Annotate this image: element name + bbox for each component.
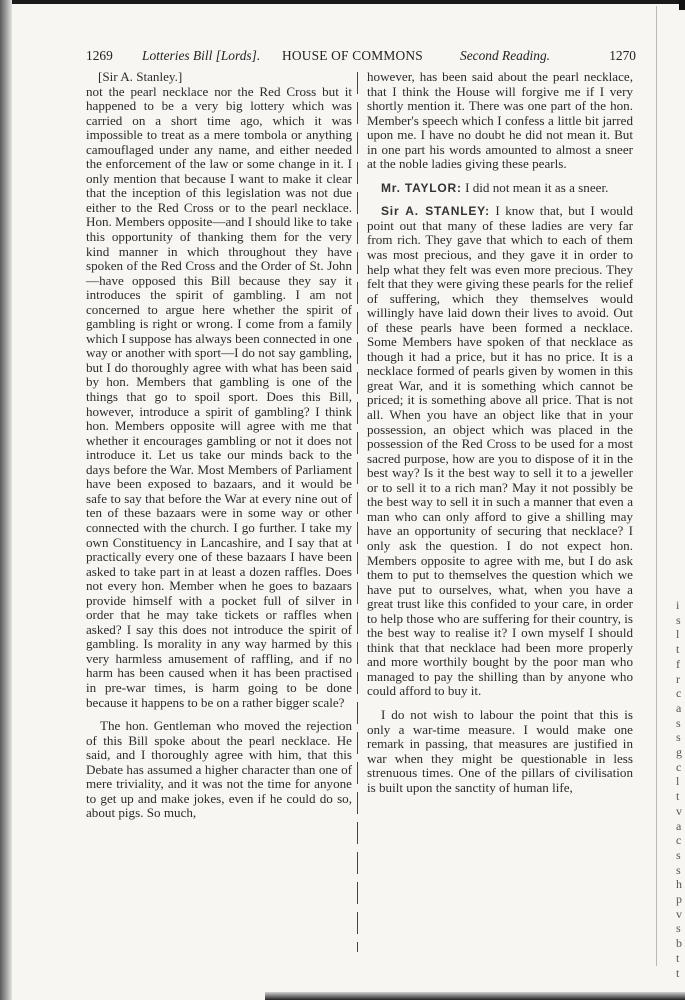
column-divider (357, 72, 358, 952)
section-title: Second Reading. (460, 48, 550, 63)
fragment-glyph: s (676, 730, 681, 745)
fragment-glyph: c (676, 759, 682, 774)
fragment-glyph: a (676, 818, 682, 833)
running-header (86, 48, 636, 64)
paragraph: however, has been said about the pearl necklace, that I think the House will forgive me if I very shortly mention it. There was one part of the hon. Member's speech which I confess a little bit jarred upon me. I have no doubt he did not mean it. But in one part his words amounted to almost a sneer at the noble ladies giving these pearls. (367, 69, 633, 172)
fragment-glyph: v (676, 803, 682, 818)
scan-bottom-edge (265, 992, 685, 1000)
fragment-glyph: g (676, 745, 682, 760)
speech-reply (367, 204, 633, 699)
fragment-glyph: p (676, 892, 682, 907)
fragment-glyph: h (676, 877, 682, 892)
fragment-glyph: c (676, 686, 682, 701)
paragraph: The hon. Gentleman who moved the rejection of this Bill spoke about the pearl necklace. He said, and I thoroughly agree with him, that this Debate has assumed a higher character than one of mere triviality, and it was not the time for anyone to get up and make jokes, even if he could do so, about pigs. So much, (86, 718, 352, 821)
fragment-glyph: b (676, 936, 682, 951)
book-binding-edge (0, 0, 12, 1000)
fragment-glyph: v (676, 906, 682, 921)
fragment-glyph: a (676, 700, 682, 715)
fragment-glyph: s (676, 921, 681, 936)
right-column (367, 70, 633, 801)
scan-top-edge (0, 0, 685, 4)
speech-interjection (367, 181, 633, 196)
fragment-glyph: t (676, 965, 680, 980)
scan-corner-shadow (679, 0, 685, 10)
fragment-glyph: t (676, 950, 680, 965)
paragraph: not the pearl necklace nor the Red Cross but it happened to be a very big lottery which was carried on a short time ago, which it was impossible to treat as a mere tombola or anything camouflaged under any name, and either needed the enforcement of the law or some change in it. I only mention that because I want to make it clear that the inception of this legislation was not due either to the Red Cross or to the pearl necklace. Hon. Members opposite—and I should like to take this opportunity of thanking them for the very kind manner in which throughout they have spoken of the Red Cross and the Order of St. John—have opposed this Bill because they say it introduces the spirit of gambling. I am not concerned to argue here whether the spirit of gambling is right or wrong. I come from a family which I suppose has always been connected in one way or another with sport—I do not say gambling, but I do thoroughly agree with what has been said by hon. Members that gambling is one of the things that go to spoil sport. Does this Bill, however, introduce a spirit of gambling? I think hon. Members opposite will agree with me that whether it encourages gambling or not it does not introduce it. Let us take our minds back to the days before the War. Most Members of Parliament have been exposed to bazaars, and it would be safe to say that before the War at every nine out of ten of these bazaars were in some way or other connected with the church. I go further. I take my own Constituency in Lancashire, and I say that at practically every one of these bazaars I have been asked to take part in at least a dozen raffles. Does not every hon. Member when he goes to bazaars provide himself with a pocket full of silver in order that he may take tickets or raffles when asked? I say this does not introduce the spirit of gambling. Is morality in any way harmed by this very harmless amusement of raffling, and if no harm has been caused when it has been practised in pre-war times, is harm going to be done because it happens to be on a rather bigger scale? (86, 83, 352, 710)
fragment-glyph: r (676, 671, 680, 686)
fragment-glyph: i (676, 598, 680, 612)
house-name: HOUSE OF COMMONS (282, 48, 423, 63)
left-column (86, 70, 352, 827)
speaker-continuation: [Sir A. Stanley.] (98, 69, 183, 84)
fragment-glyph: l (676, 627, 680, 642)
fragment-glyph: c (676, 833, 682, 848)
right-page-number: 1270 (609, 48, 636, 63)
speaker-name: Mr. TAYLOR: (381, 180, 462, 195)
fragment-glyph: s (676, 715, 681, 730)
fragment-glyph: l (676, 774, 680, 789)
speech-text: I did not mean it as a sneer. (465, 179, 609, 195)
fragment-glyph: s (676, 612, 681, 627)
left-page-number: 1269 (86, 48, 113, 63)
paragraph: I do not wish to labour the point that this is only a war-time measure. I would make one remark in passing, that measures are justified in war when they might be questionable in less strenuous times. One of the pillars of civilisation is built upon the sanctity of human life, (367, 706, 633, 795)
running-title: Lotteries Bill [Lords]. (142, 48, 261, 63)
fragment-glyph: t (676, 642, 680, 657)
fragment-glyph: f (676, 656, 680, 671)
fragment-glyph: s (676, 847, 681, 862)
speech-text: I know that, but I would point out that many of these ladies are very far from rich. They gave that which to each of them was most precious, and they gave it in order to help what they felt was even more precious. They felt that they were giving these pearls for the relief of suffering, which they themselves would willingly have laid down their lives to avoid. Out of these pearls have been formed a necklace. Some Members have spoken of that necklace as though it had a price, but it has no price. It is a necklace formed of pearls given by women in this great War, and it is something which cannot be priced; it is something above all price. That is not all. When you have an object like that in your possession, an object which was placed in the possession of the Red Cross to be used for a most sacred purpose, how are you to dispose of it in the best way? Is it the best way to sell it to a jeweller or to sell it to a rich man? May it not possibly be the best way to sell it in such a manner that even a man who can only afford to give a shilling may have an opportunity of securing that necklace? I only ask the question. I do not expect hon. Members opposite to agree with me, but I do ask them to put to themselves the question which we have put to ourselves, what, when you have a great trust like this confided to your care, in order to help those who are suffering for their country, is the best way to realise it? I own myself I should think that that necklace had been more properly and more worthily bought by the poor man who managed to pay the shilling than by anyone who could afford to buy it. (367, 203, 633, 699)
fragment-glyph: t (676, 789, 680, 804)
adjacent-page-fragments (676, 598, 685, 980)
fragment-glyph: s (676, 862, 681, 877)
speaker-name: Sir A. STANLEY: (381, 204, 490, 219)
page-edge-rule (656, 6, 657, 966)
